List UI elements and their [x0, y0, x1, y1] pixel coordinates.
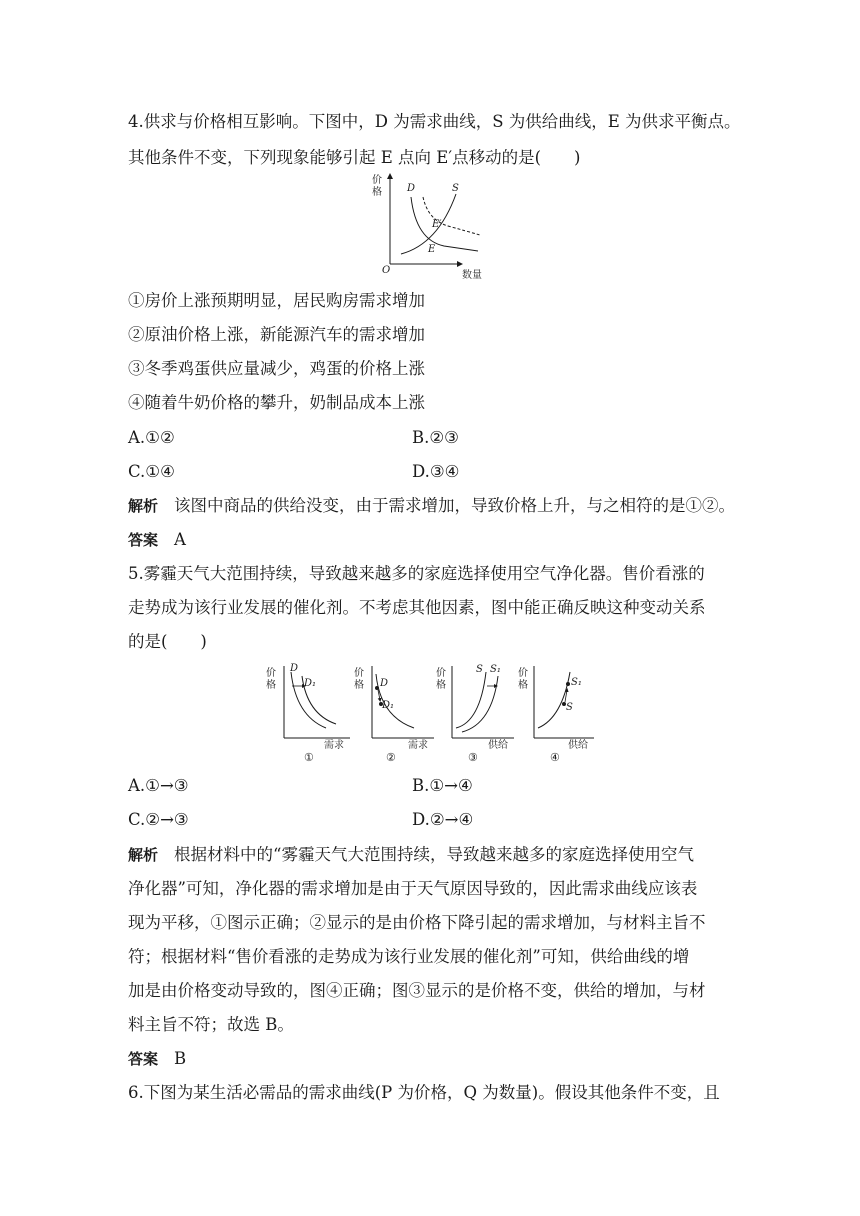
- q5-analysis-label: 解析: [128, 846, 159, 864]
- q5-figure-4: [518, 666, 594, 764]
- q5-f3-ylabel-bottom: 格: [436, 680, 446, 691]
- q4-option-b: B.②③: [412, 428, 459, 447]
- q5-option-a: A.①→③: [128, 776, 189, 795]
- q5-f3-s1: S₁: [490, 664, 501, 675]
- q5-f4-ylabel-top: 价: [518, 668, 528, 679]
- q5-figures: [266, 660, 596, 768]
- q4-stem-line2: 其他条件不变，下列现象能够引起 E 点向 E′点移动的是( ): [128, 148, 581, 167]
- q4-label-e-prime: E′: [432, 219, 442, 230]
- q5-f1-ylabel-top: 价: [266, 668, 276, 679]
- q5-f3-number: ③: [468, 751, 478, 764]
- q5-analysis-line6: 料主旨不符；故选 B。: [128, 1015, 294, 1034]
- q5-analysis-line2: 净化器”可知，净化器的需求增加是由于天气原因导致的，因此需求曲线应该表: [128, 879, 698, 898]
- q4-xlabel: 数量: [462, 270, 482, 281]
- q5-analysis-line3: 现为平移，①图示正确；②显示的是由价格下降引起的需求增加，与材料主旨不: [128, 913, 706, 932]
- q4-origin: O: [382, 265, 391, 276]
- q5-f4-s1: S₁: [571, 677, 582, 688]
- q5-f3-s: S: [476, 664, 483, 675]
- q4-ylabel-bottom: 格: [372, 187, 382, 198]
- q5-option-d: D.②→④: [412, 810, 474, 829]
- q4-analysis-text: 该图中商品的供给没变，由于需求增加，导致价格上升，与之相符的是①②。: [174, 496, 736, 515]
- q4-label-e: E: [428, 244, 436, 255]
- q5-f1-xlabel: 需求: [324, 740, 344, 751]
- q5-stem-line2: 走势成为该行业发展的催化剂。不考虑其他因素，图中能正确反映这种变动关系: [128, 598, 706, 617]
- q5-figure-2: [354, 666, 434, 764]
- q5-f1-d: D: [290, 663, 299, 674]
- q6-stem-line1: 6.下图为某生活必需品的需求曲线(P 为价格，Q 为数量)。假设其他条件不变，且: [128, 1083, 720, 1102]
- q5-option-c: C.②→③: [128, 810, 189, 829]
- q5-analysis-line4: 符；根据材料“售价看涨的走势成为该行业发展的催化剂”可知，供给曲线的增: [128, 947, 690, 966]
- q5-option-b: B.①→④: [412, 776, 473, 795]
- q4-item-4: ④随着牛奶价格的攀升，奶制品成本上涨: [128, 393, 425, 412]
- q4-item-3: ③冬季鸡蛋供应量减少，鸡蛋的价格上涨: [128, 359, 425, 378]
- q4-demand-curve: [411, 197, 478, 251]
- q5-answer-label: 答案: [128, 1050, 159, 1068]
- q4-label-d: D: [407, 183, 416, 194]
- q5-f2-ylabel-top: 价: [354, 668, 364, 679]
- q4-analysis-label: 解析: [128, 497, 159, 515]
- q4-answer: [128, 528, 186, 552]
- q4-ylabel-top: 价: [372, 175, 382, 186]
- q5-f3-xlabel: 供给: [488, 740, 508, 751]
- q5-f4-xlabel: 供给: [568, 740, 588, 751]
- q5-f2-d: D: [380, 678, 389, 689]
- q5-f2-number: ②: [386, 751, 396, 764]
- q5-f2-xlabel: 需求: [408, 740, 428, 751]
- q5-f4-number: ④: [550, 751, 560, 764]
- q5-f3-ylabel-top: 价: [436, 668, 446, 679]
- q4-item-1: ①房价上涨预期明显，居民购房需求增加: [128, 291, 425, 310]
- q5-f4-s: S: [566, 702, 573, 713]
- q5-answer: [128, 1047, 186, 1071]
- q5-stem-line1: 5.雾霾天气大范围持续，导致越来越多的家庭选择使用空气净化器。售价看涨的: [128, 564, 705, 583]
- q4-supply-demand-figure: [368, 172, 492, 282]
- q5-figure-1: [266, 663, 350, 764]
- q5-figure-3: [436, 664, 514, 764]
- q5-analysis-line1: [128, 843, 694, 867]
- q5-answer-value: B: [174, 1049, 187, 1068]
- q4-option-c: C.①④: [128, 462, 175, 481]
- q5-analysis-text-1: 根据材料中的“雾霾天气大范围持续，导致越来越多的家庭选择使用空气: [174, 845, 694, 864]
- q5-analysis-line5: 加是由价格变动导致的，图④正确；图③显示的是价格不变，供给的增加，与材: [128, 981, 706, 1000]
- q5-f2-ylabel-bottom: 格: [354, 680, 364, 691]
- q5-f2-d1: D₁: [382, 700, 395, 711]
- q4-option-d: D.③④: [412, 462, 460, 481]
- q4-answer-value: A: [174, 530, 186, 549]
- q4-label-s: S: [452, 183, 459, 194]
- q5-f4-ylabel-bottom: 格: [518, 680, 528, 691]
- q5-stem-line3: 的是( ): [128, 632, 207, 651]
- q4-stem-line1: 4.供求与价格相互影响。下图中，D 为需求曲线，S 为供给曲线，E 为供求平衡点。: [128, 112, 741, 131]
- q4-analysis: [128, 494, 735, 518]
- q4-answer-label: 答案: [128, 531, 159, 549]
- q5-f1-d1: D₁: [304, 678, 317, 689]
- q5-f1-number: ①: [304, 751, 314, 764]
- q5-f1-ylabel-bottom: 格: [266, 680, 276, 691]
- q4-item-2: ②原油价格上涨，新能源汽车的需求增加: [128, 325, 425, 344]
- q4-option-a: A.①②: [128, 428, 175, 447]
